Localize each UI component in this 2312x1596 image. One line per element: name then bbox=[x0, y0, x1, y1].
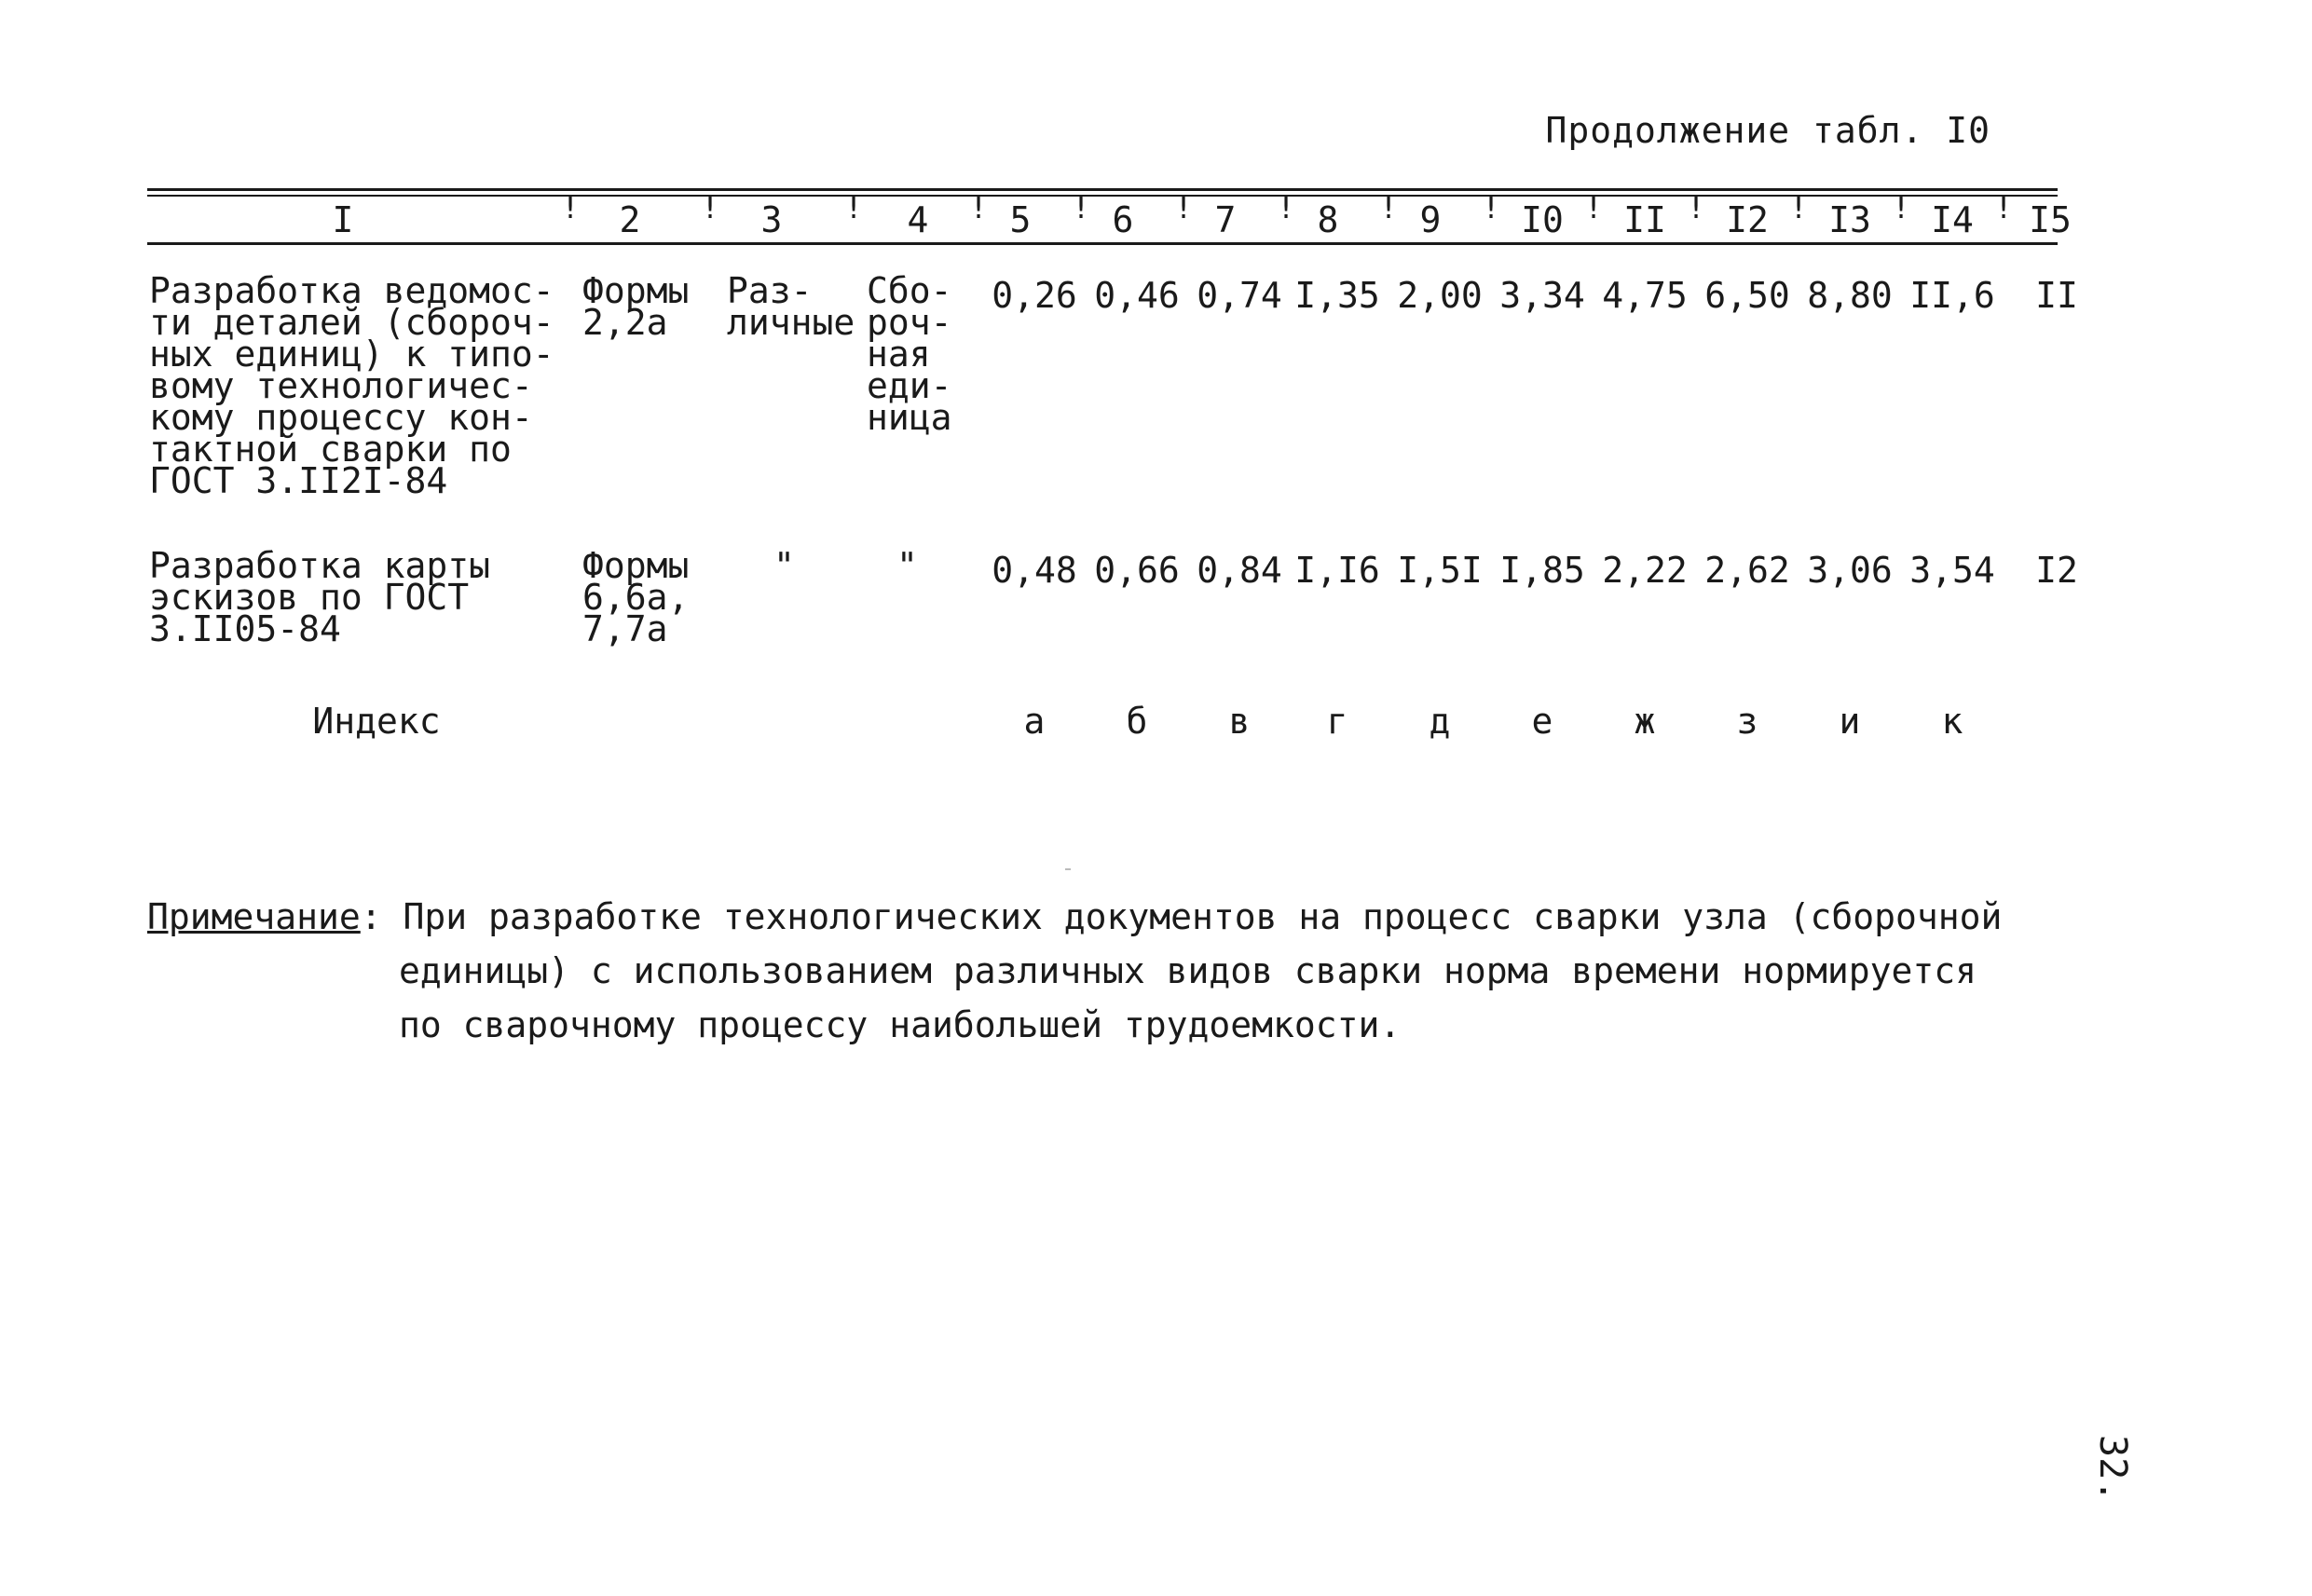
header-separator: ! bbox=[1072, 190, 1090, 225]
row-2-value-5: 0,48 bbox=[992, 550, 1077, 591]
cell-line: Формы bbox=[582, 545, 690, 586]
page-number: 32. bbox=[2091, 1435, 2134, 1503]
cell-line: 2,2а bbox=[582, 302, 668, 343]
header-separator: ! bbox=[1174, 190, 1193, 225]
row-1-value-10: 3,34 bbox=[1499, 275, 1585, 316]
row-1-value-6: 0,46 bbox=[1094, 275, 1180, 316]
row-1-value-11: 4,75 bbox=[1602, 275, 1688, 316]
cell-line: ти деталей (сбороч- bbox=[149, 302, 554, 343]
row-1-value-7: 0,74 bbox=[1197, 275, 1282, 316]
row-1-value-9: 2,00 bbox=[1397, 275, 1483, 316]
row-2-value-11: 2,22 bbox=[1602, 550, 1688, 591]
row-2-value-10: I,85 bbox=[1499, 550, 1585, 591]
header-col-9: 9 bbox=[1419, 199, 1442, 240]
header-col-2: 2 bbox=[619, 199, 641, 240]
footnote-label: Примечание bbox=[147, 896, 361, 937]
cell-line: 6,6а, bbox=[582, 577, 690, 618]
header-col-6: 6 bbox=[1112, 199, 1134, 240]
header-separator: ! bbox=[1994, 190, 2013, 225]
row-2-value-6: 0,66 bbox=[1094, 550, 1180, 591]
header-col-1: I bbox=[332, 199, 354, 240]
row-2-value-9: I,5I bbox=[1397, 550, 1483, 591]
index-letter: б bbox=[1126, 701, 1148, 742]
header-col-15: I5 bbox=[2029, 199, 2072, 240]
index-letter: а bbox=[1023, 701, 1046, 742]
row-2-value-7: 0,84 bbox=[1197, 550, 1282, 591]
cell-line: ГОСТ 3.II2I-84 bbox=[149, 460, 448, 501]
header-col-13: I3 bbox=[1828, 199, 1871, 240]
index-label: Индекс bbox=[312, 701, 441, 742]
index-letter: е bbox=[1531, 701, 1553, 742]
header-col-10: I0 bbox=[1521, 199, 1564, 240]
index-letter: в bbox=[1228, 701, 1251, 742]
header-separator: ! bbox=[1482, 190, 1500, 225]
header-separator: ! bbox=[969, 190, 988, 225]
cell-line: " bbox=[773, 545, 795, 586]
row-2-col4 bbox=[896, 545, 918, 586]
row-1-value-13: 8,80 bbox=[1807, 275, 1893, 316]
footnote bbox=[147, 890, 2002, 1052]
row-1-value-5: 0,26 bbox=[992, 275, 1077, 316]
cell-line: тактной сварки по bbox=[149, 429, 512, 470]
row-2-value-12: 2,62 bbox=[1704, 550, 1790, 591]
header-separator: ! bbox=[561, 190, 580, 225]
row-1-value-14: II,6 bbox=[1909, 275, 1995, 316]
cell-line: 3.II05-84 bbox=[149, 608, 341, 649]
cell-line: Разработка ведомос- bbox=[149, 270, 554, 311]
header-separator: ! bbox=[1584, 190, 1603, 225]
footnote-line-3: по сварочному процессу наибольшей трудоемкости. bbox=[399, 1004, 1402, 1045]
index-letter: ж bbox=[1634, 701, 1656, 742]
footnote-line-2: единицы) с использованием различных видов сварки норма времени нормируется bbox=[399, 950, 1977, 991]
cell-line: " bbox=[896, 545, 918, 586]
header-separator: ! bbox=[844, 190, 863, 225]
row-1-value-15: II bbox=[2035, 275, 2078, 316]
cell-line: эскизов по ГОСТ bbox=[149, 577, 470, 618]
cell-line: Разработка карты bbox=[149, 545, 491, 586]
cell-line: Формы bbox=[582, 270, 690, 311]
header-col-3: 3 bbox=[760, 199, 783, 240]
index-letter: и bbox=[1839, 701, 1861, 742]
cell-line: Сбо- bbox=[867, 270, 952, 311]
header-col-14: I4 bbox=[1931, 199, 1974, 240]
table-rule-top-inner bbox=[147, 195, 2058, 197]
cell-line: роч- bbox=[867, 302, 952, 343]
header-col-4: 4 bbox=[907, 199, 929, 240]
row-1-value-8: I,35 bbox=[1294, 275, 1380, 316]
cell-line: 7,7а bbox=[582, 608, 668, 649]
cell-line: Раз- bbox=[727, 270, 813, 311]
row-2-value-15: I2 bbox=[2035, 550, 2078, 591]
footnote-line-1: : При разработке технологических документов на процесс сварки узла (сборочной bbox=[360, 896, 2003, 937]
row-1-col4 bbox=[867, 270, 952, 438]
header-separator: ! bbox=[1789, 190, 1808, 225]
row-2-value-8: I,I6 bbox=[1294, 550, 1380, 591]
header-separator: ! bbox=[701, 190, 719, 225]
index-letter: к bbox=[1941, 701, 1963, 742]
table-rule-top bbox=[147, 188, 2058, 191]
cell-line: ных единиц) к типо- bbox=[149, 334, 554, 375]
index-letter: д bbox=[1429, 701, 1451, 742]
row-2-col1 bbox=[149, 545, 491, 649]
table-caption: Продолжение табл. I0 bbox=[1545, 110, 1991, 151]
cell-line: личные bbox=[727, 302, 855, 343]
row-2-col2 bbox=[582, 545, 690, 649]
header-col-8: 8 bbox=[1317, 199, 1339, 240]
scan-dot bbox=[1065, 868, 1071, 870]
cell-line: ная bbox=[867, 334, 931, 375]
row-1-col1 bbox=[149, 270, 554, 501]
row-1-col3 bbox=[727, 270, 855, 343]
header-separator: ! bbox=[1892, 190, 1910, 225]
cell-line: кому процессу кон- bbox=[149, 397, 533, 438]
header-col-7: 7 bbox=[1214, 199, 1237, 240]
index-letter: з bbox=[1736, 701, 1758, 742]
row-1-col2 bbox=[582, 270, 690, 343]
header-separator: ! bbox=[1277, 190, 1295, 225]
header-separator: ! bbox=[1379, 190, 1398, 225]
row-2-value-13: 3,06 bbox=[1807, 550, 1893, 591]
header-col-11: II bbox=[1623, 199, 1666, 240]
header-col-5: 5 bbox=[1009, 199, 1032, 240]
row-2-value-14: 3,54 bbox=[1909, 550, 1995, 591]
header-separator: ! bbox=[1687, 190, 1705, 225]
header-col-12: I2 bbox=[1726, 199, 1769, 240]
cell-line: ница bbox=[867, 397, 952, 438]
cell-line: еди- bbox=[867, 365, 952, 406]
cell-line: вому технологичес- bbox=[149, 365, 533, 406]
row-1-value-12: 6,50 bbox=[1704, 275, 1790, 316]
table-rule-header-bottom bbox=[147, 242, 2058, 245]
index-letter: г bbox=[1326, 701, 1348, 742]
row-2-col3 bbox=[773, 545, 795, 586]
